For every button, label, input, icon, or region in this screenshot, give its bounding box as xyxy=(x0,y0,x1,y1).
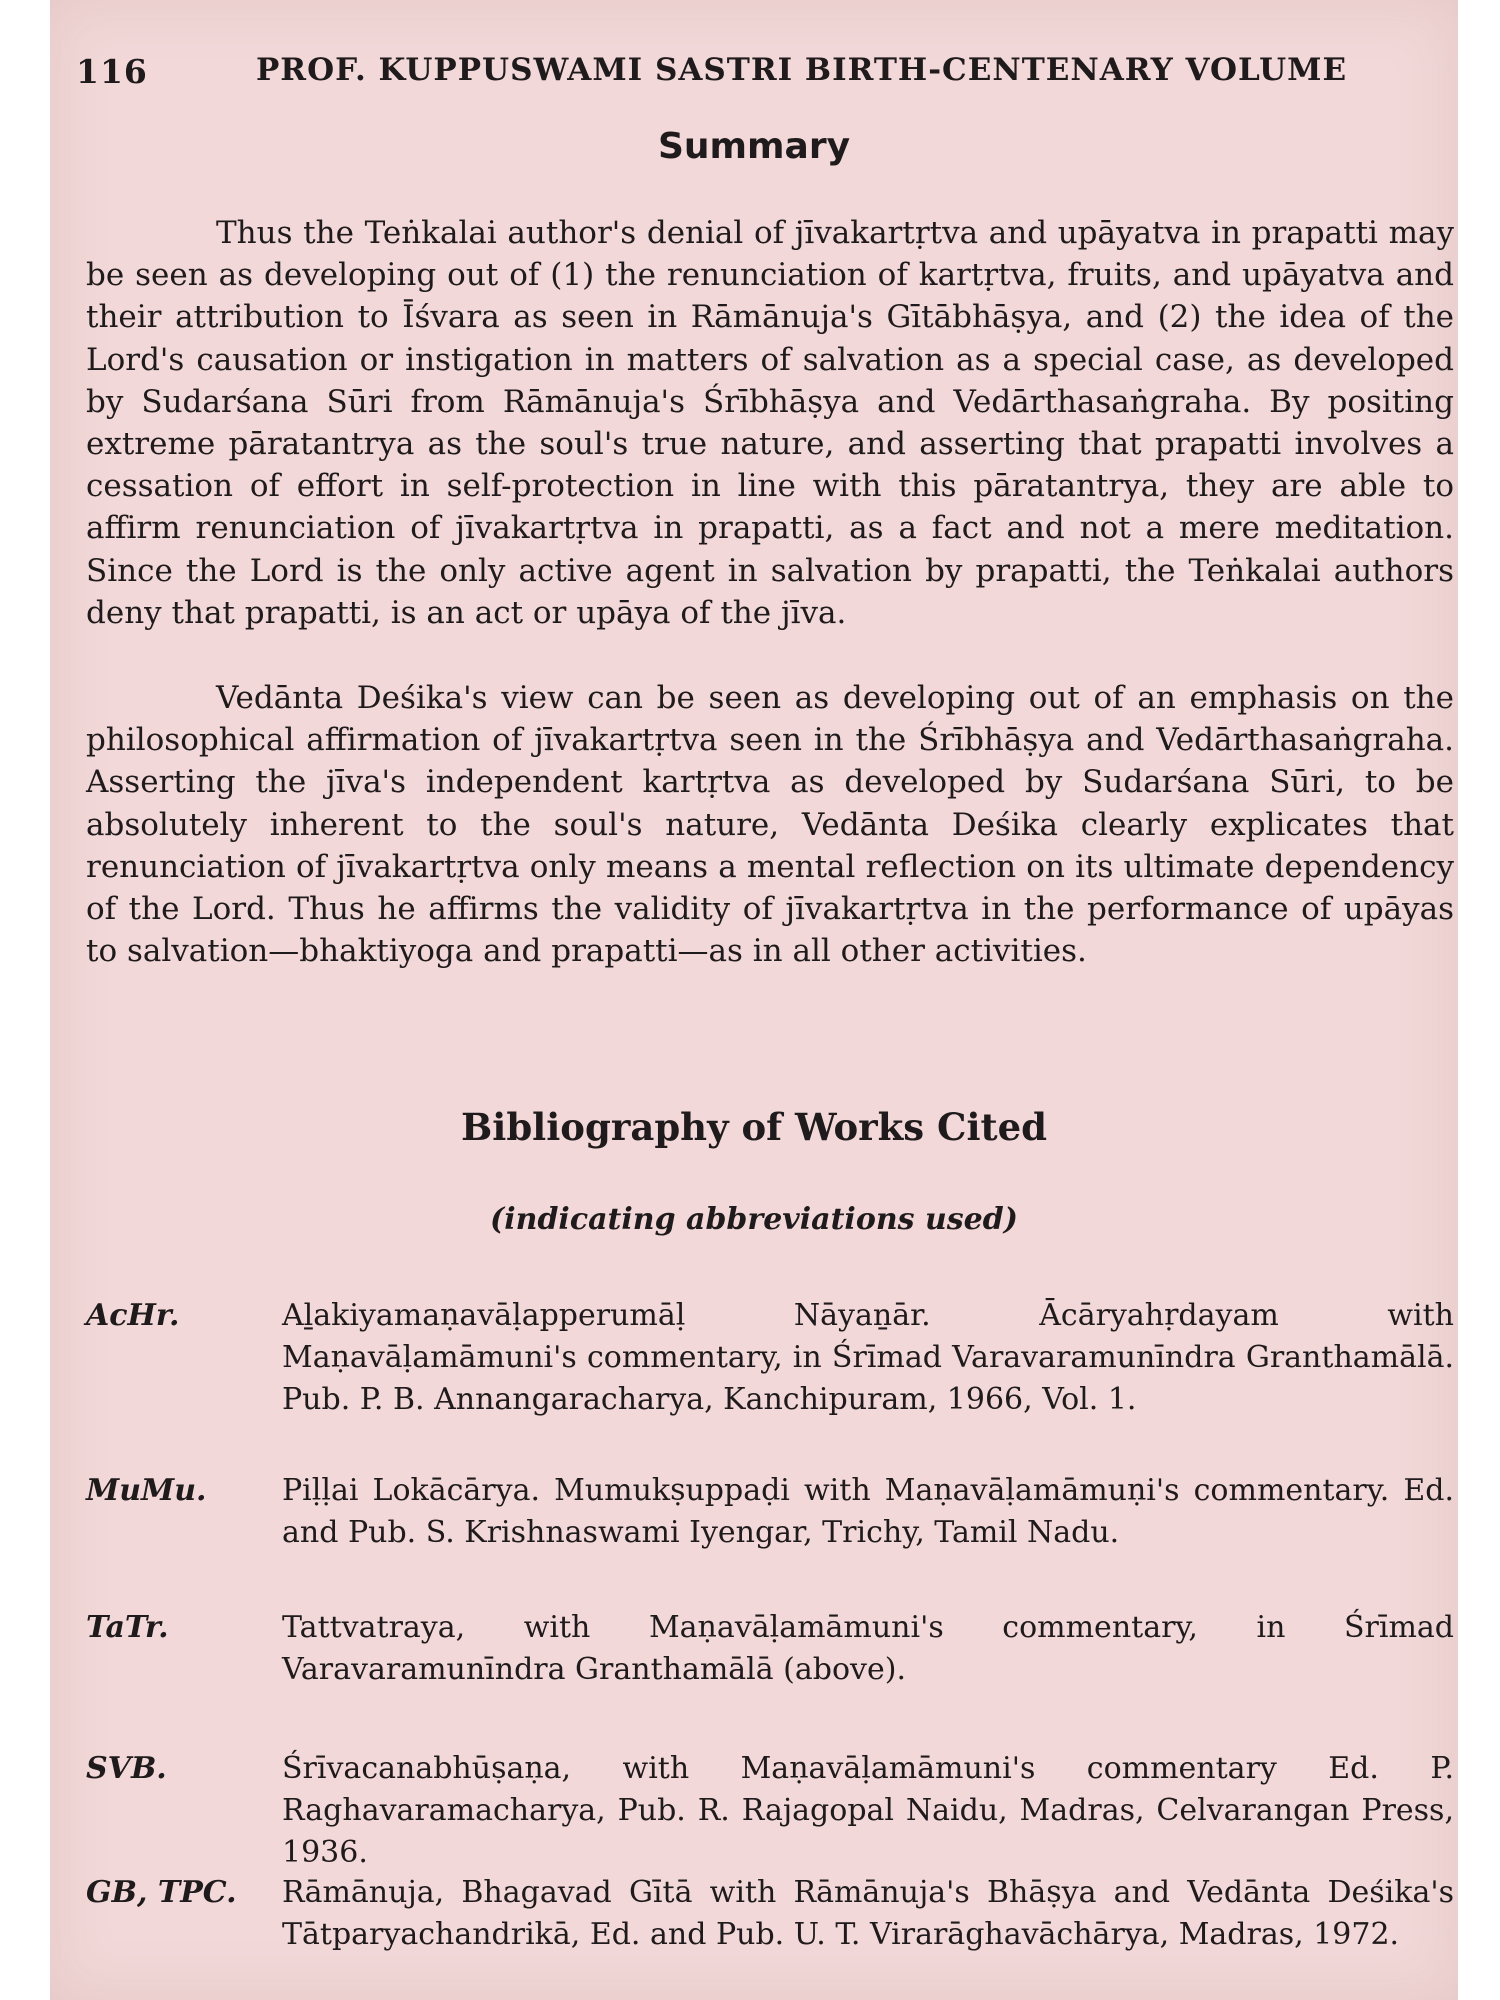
page-number: 116 xyxy=(76,52,148,91)
bibliography-subtitle: (indicating abbreviations used) xyxy=(490,1202,1018,1237)
bibliography-entry xyxy=(86,1872,1454,1972)
entry-abbreviation: AcHr. xyxy=(86,1298,180,1333)
entry-citation: Piḷḷai Lokācārya. Mumukṣuppaḍi with Maṇavāḷamāmuṇi's commentary. Ed. and Pub. S. Krishnaswami Iyengar, Trichy, Tamil Nadu. xyxy=(282,1473,1454,1550)
summary-paragraph: Vedānta Deśika's view can be seen as developing out of an emphasis on the philosophical affirmation of jīvakartṛtva seen in the Śrībhāṣya and Vedārthasaṅgraha. Asserting the jīva's independent kartṛtva as developed by Sudarśana Sūri, to be absolutely inherent to the soul's nature, Vedānta Deśika clearly explicates that renunciation of jīvakartṛtva only means a mental reflection on its ultimate dependency of the Lord. Thus he affirms the validity of jīvakartṛtva in the performance of upāyas to salvation—bhaktiyoga and prapatti—as in all other activities. xyxy=(86,680,1454,970)
bibliography-entry xyxy=(86,1607,1454,1707)
entry-abbreviation: GB, TPC. xyxy=(86,1875,237,1910)
book-page xyxy=(50,0,1458,2000)
entry-abbreviation: TaTr. xyxy=(86,1610,169,1645)
entry-abbreviation: SVB. xyxy=(86,1751,167,1786)
entry-abbreviation: MuMu. xyxy=(86,1473,207,1508)
entry-citation: Tattvatraya, with Maṇavāḷamāmuni's commentary, in Śrīmad Varavaramunīndra Granthamālā (above). xyxy=(282,1610,1454,1687)
running-title: PROF. KUPPUSWAMI SASTRI BIRTH-CENTENARY VOLUME xyxy=(256,52,1348,88)
page-header xyxy=(76,52,1418,96)
entry-citation: Aḻakiyamaṇavāḷapperumāḷ Nāyaṉār. Ācāryahṛdayam with Maṇavāḷamāmuni's commentary, in Śrīmad Varavaramunīndra Granthamālā. Pub. P. B. Annangaracharya, Kanchipuram, 1966, Vol. 1. xyxy=(282,1298,1454,1417)
summary-paragraph: Thus the Teṅkalai author's denial of jīvakartṛtva and upāyatva in prapatti may be seen as developing out of (1) the renunciation of kartṛtva, fruits, and upāyatva and their attribution to Īśvara as seen in Rāmānuja's Gītābhāṣya, and (2) the idea of the Lord's causation or instigation in matters of salvation as a special case, as developed by Sudarśana Sūri from Rāmānuja's Śrībhāṣya and Vedārthasaṅgraha. By positing extreme pāratantrya as the soul's true nature, and asserting that prapatti involves a cessation of effort in self-protection in line with this pāratantrya, they are able to affirm renunciation of jīvakartṛtva in prapatti, as a fact and not a mere meditation. Since the Lord is the only active agent in salvation by prapatti, the Teṅkalai authors deny that prapatti, is an act or upāya of the jīva. xyxy=(86,215,1454,631)
bibliography-heading: Bibliography of Works Cited xyxy=(460,1105,1048,1149)
entry-citation: Śrīvacanabhūṣaṇa, with Maṇavāḷamāmuni's commentary Ed. P. Raghavaramacharya, Pub. R. Rajagopal Naidu, Madras, Celvarangan Press, 1936. xyxy=(282,1751,1454,1870)
bibliography-entry xyxy=(86,1470,1454,1570)
summary-heading: Summary xyxy=(657,126,851,167)
bibliography-entry xyxy=(86,1748,1454,1870)
bibliography-entry xyxy=(86,1295,1454,1417)
entry-citation: Rāmānuja, Bhagavad Gītā with Rāmānuja's Bhāṣya and Vedānta Deśika's Tātparyachandrikā, Ed. and Pub. U. T. Virarāghavāchārya, Madras, 1972. xyxy=(282,1875,1454,1952)
